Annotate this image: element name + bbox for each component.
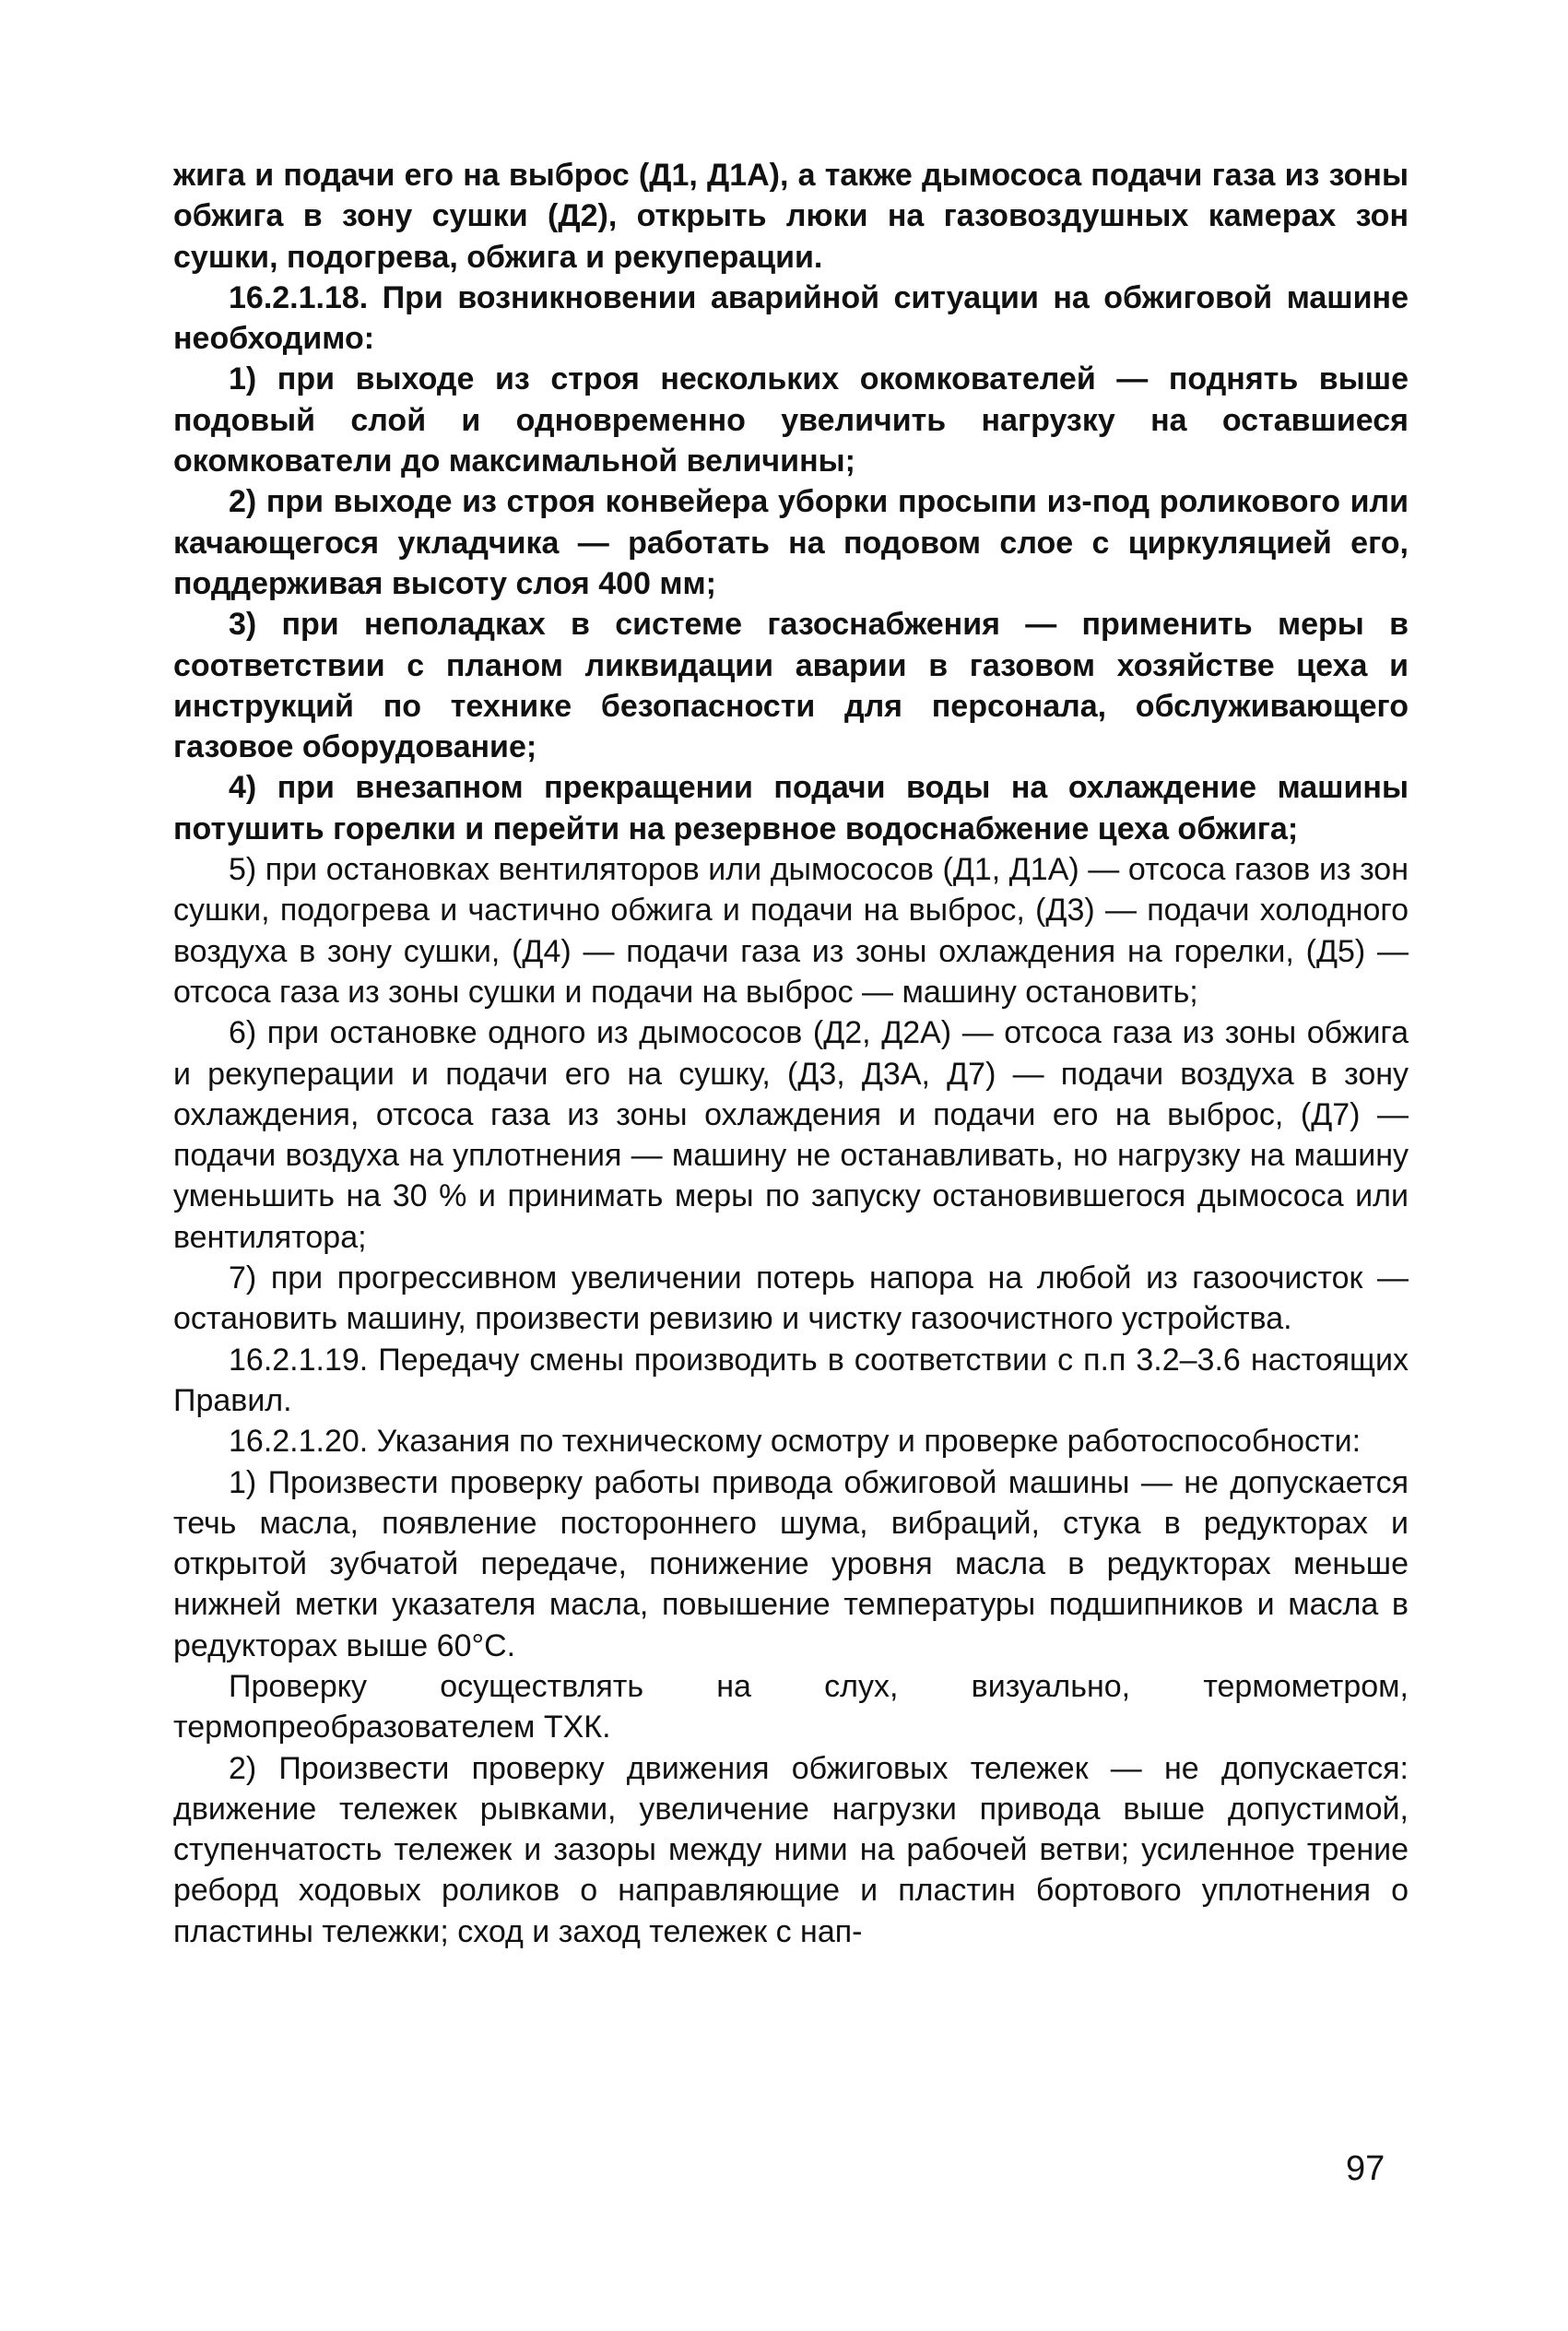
paragraph: Проверку осуществлять на слух, визуально, термометром, термопреобразователем ТХК. — [173, 1668, 1409, 1745]
paragraph: 16.2.1.18. При возникновении аварийной ситуации на обжиговой машине необходимо: — [173, 279, 1409, 357]
list-item: 2) при выходе из строя конвейера уборки просыпи из-под роликового или качающегося укладчика — работать на подовом слое с циркуляцией его, поддерживая высоту слоя 400 мм; — [173, 484, 1409, 601]
document-body — [173, 155, 1409, 1952]
list-item: 1) Произвести проверку работы привода обжиговой машины — не допускается течь масла, появление постороннего шума, вибраций, стука в редукторах и открытой зубчатой передаче, понижение уровня масла в редукторах меньше нижней метки указателя масла, повышение температуры подшипников и масла в редукторах выше 60°С. — [173, 1464, 1409, 1663]
paragraph: 16.2.1.19. Передачу смены производить в соответствии с п.п 3.2–3.6 настоящих Правил. — [173, 1342, 1409, 1418]
list-item: 6) при остановке одного из дымососов (Д2, Д2А) — отсоса газа из зоны обжига и рекуперации и подачи его на сушку, (Д3, Д3А, Д7) — подачи воздуха в зону охлаждения, отсоса газа из зоны охлаждения и подачи его на выброс, (Д7) — подачи воздуха на уплотнения — машину не останавливать, но нагрузку на машину уменьшить на 30 % и принимать меры по запуску остановившегося дымососа или вентилятора; — [173, 1015, 1409, 1255]
list-item: 5) при остановках вентиляторов или дымососов (Д1, Д1А) — отсоса газов из зон сушки, подогрева и частично обжига и подачи на выброс, (Д3) — подачи холодного воздуха в зону сушки, (Д4) — подачи газа из зоны охлаждения на горелки, (Д5) — отсоса газа из зоны сушки и подачи на выброс — машину остановить; — [173, 852, 1409, 1010]
paragraph: жига и подачи его на выброс (Д1, Д1А), а также дымососа подачи газа из зоны обжига в зону сушки (Д2), открыть люки на газовоздушных камерах зон сушки, подогрева, обжига и рекуперации. — [173, 158, 1409, 275]
list-item: 4) при внезапном прекращении подачи воды на охлаждение машины потушить горелки и перейти на резервное водоснабжение цеха обжига; — [173, 770, 1409, 846]
list-item: 1) при выходе из строя нескольких окомкователей — поднять выше подовый слой и одновременно увеличить нагрузку на оставшиеся окомкователи до максимальной величины; — [173, 361, 1409, 479]
list-item: 3) при неполадках в системе газоснабжения — применить меры в соответствии с планом ликвидации аварии в газовом хозяйстве цеха и инструкций по технике безопасности для персонала, обслуживающего газовое оборудование; — [173, 607, 1409, 765]
list-item: 2) Произвести проверку движения обжиговых тележек — не допускается: движение тележек рывками, увеличение нагрузки привода выше допустимой, ступенчатость тележек и зазоры между ними на рабочей ветви; усиленное трение реборд ходовых роликов о направляющие и пластин бортового уплотнения о пластины тележки; сход и заход тележек с нап- — [173, 1750, 1409, 1949]
paragraph: 16.2.1.20. Указания по техническому осмотру и проверке работоспособности: — [229, 1424, 1362, 1460]
list-item: 7) при прогрессивном увеличении потерь напора на любой из газоочисток — остановить машину, произвести ревизию и чистку газоочистного устройства. — [173, 1260, 1409, 1337]
page-number: 97 — [1346, 2149, 1385, 2188]
